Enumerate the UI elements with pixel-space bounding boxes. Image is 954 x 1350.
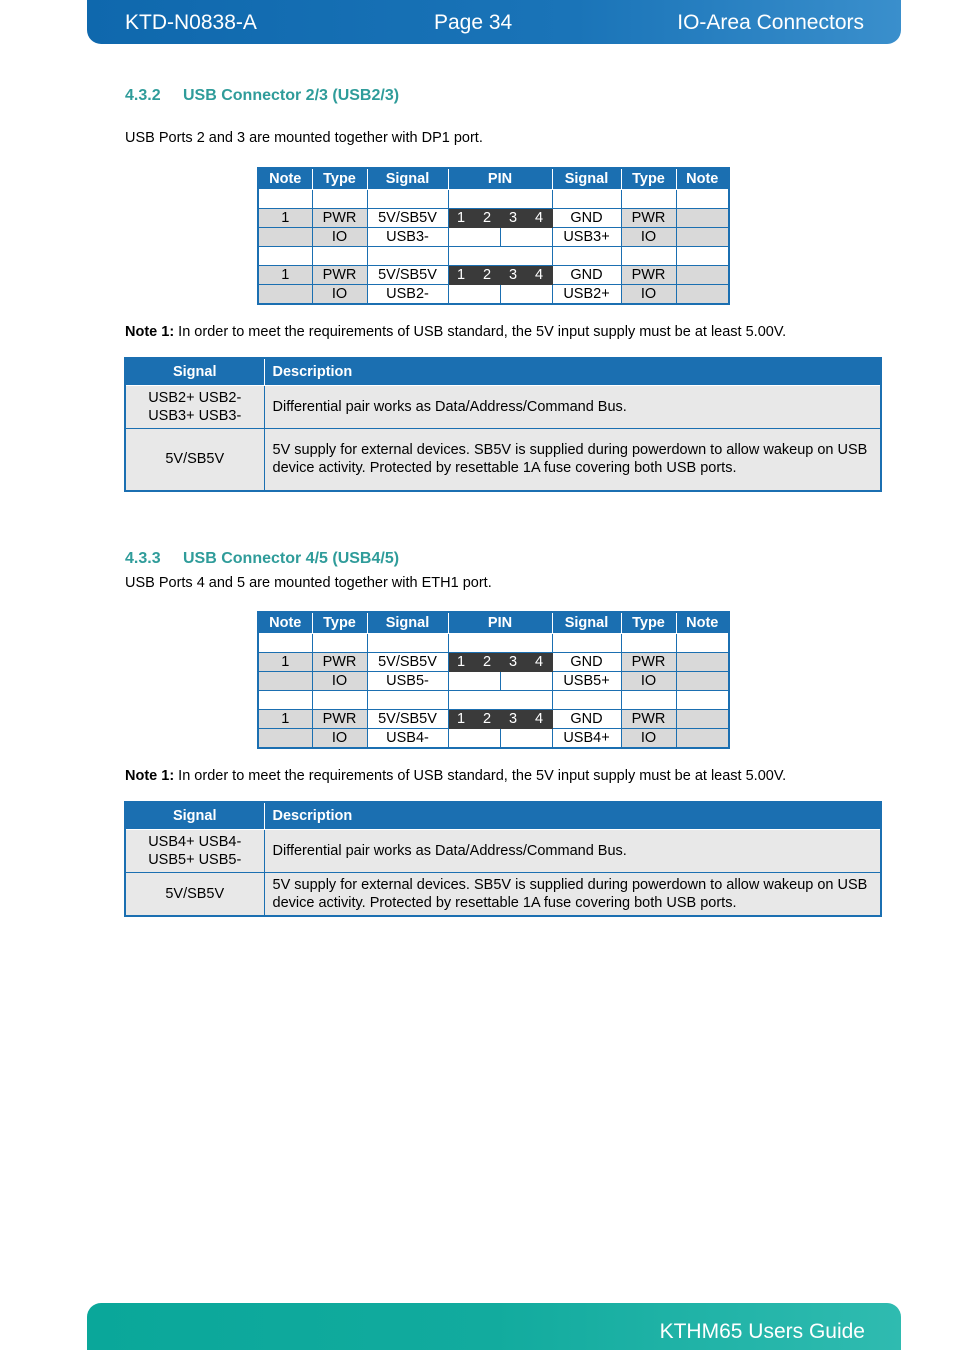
pin-4: 4 (526, 266, 552, 285)
table-row: 5V/SB5V 5V supply for external devices. SB5V is supplied during powerdown to allow wakeup on USB device activity. Protected by resettable 1A fuse covering both USB ports. (125, 873, 881, 916)
table-header (125, 802, 881, 830)
pin-2: 2 (474, 653, 500, 672)
table-row: IO USB4- USB4+ IO (258, 729, 729, 749)
section-title: USB Connector 4/5 (USB4/5) (183, 550, 400, 567)
table-row: IO USB3- USB3+ IO (258, 228, 729, 247)
col-signal: Signal (367, 168, 448, 190)
col-signal: Signal (552, 612, 621, 634)
col-signal: Signal (367, 612, 448, 634)
section-heading (125, 550, 399, 568)
table-row: IO USB5- USB5+ IO (258, 672, 729, 691)
col-type: Type (312, 612, 367, 634)
section-intro: USB Ports 2 and 3 are mounted together with DP1 port. (125, 130, 483, 146)
pin-4: 4 (526, 710, 552, 729)
table-row (258, 634, 729, 653)
table-row: 5V/SB5V 5V supply for external devices. SB5V is supplied during powerdown to allow wakeup on USB device activity. Protected by resettable 1A fuse covering both USB ports. (125, 429, 881, 491)
col-note: Note (676, 168, 729, 190)
note-text: In order to meet the requirements of USB standard, the 5V input supply must be at least 5.00V. (174, 324, 787, 340)
table-row: 1 PWR 5V/SB5V 1 2 3 4 GND PWR (258, 266, 729, 285)
col-signal: Signal (125, 802, 264, 830)
note (125, 324, 786, 340)
col-pin: PIN (448, 168, 552, 190)
pin-1: 1 (448, 266, 474, 285)
col-note: Note (258, 168, 312, 190)
pin-1: 1 (448, 710, 474, 729)
pin-3: 3 (500, 209, 526, 228)
col-note: Note (258, 612, 312, 634)
pin-2: 2 (474, 266, 500, 285)
table-row (258, 190, 729, 209)
pin-table-header (258, 168, 729, 190)
pin-3: 3 (500, 710, 526, 729)
pin-table-header (258, 612, 729, 634)
col-pin: PIN (448, 612, 552, 634)
doc-id: KTD-N0838-A (125, 11, 257, 34)
note-label: Note 1: (125, 768, 175, 784)
signal-description-table (124, 801, 882, 917)
table-row: 1 PWR 5V/SB5V 1 2 3 4 GND PWR (258, 710, 729, 729)
section-title: IO-Area Connectors (677, 11, 864, 34)
col-type: Type (621, 168, 676, 190)
col-signal: Signal (552, 168, 621, 190)
col-signal: Signal (125, 358, 264, 386)
page-footer (87, 1303, 901, 1350)
table-header (125, 358, 881, 386)
col-type: Type (312, 168, 367, 190)
col-description: Description (264, 802, 881, 830)
col-description: Description (264, 358, 881, 386)
page-header (87, 0, 901, 44)
pin-3: 3 (500, 266, 526, 285)
section-title: USB Connector 2/3 (USB2/3) (183, 87, 400, 104)
note-label: Note 1: (125, 324, 175, 340)
section-intro: USB Ports 4 and 5 are mounted together with ETH1 port. (125, 575, 492, 591)
section-number: 4.3.2 (125, 87, 161, 104)
pin-2: 2 (474, 710, 500, 729)
pin-3: 3 (500, 653, 526, 672)
pin-2: 2 (474, 209, 500, 228)
table-row: IO USB2- USB2+ IO (258, 285, 729, 305)
page-number: Page 34 (434, 11, 513, 34)
table-row (258, 691, 729, 710)
table-row: USB4+ USB4- USB5+ USB5- Differential pair works as Data/Address/Command Bus. (125, 830, 881, 873)
pin-4: 4 (526, 209, 552, 228)
signal-description-table (124, 357, 882, 492)
col-type: Type (621, 612, 676, 634)
note (125, 768, 786, 784)
section-heading (125, 87, 399, 105)
pin-table (257, 611, 730, 749)
pin-1: 1 (448, 653, 474, 672)
pin-1: 1 (448, 209, 474, 228)
col-note: Note (676, 612, 729, 634)
table-row: 1 PWR 5V/SB5V 1 2 3 4 GND PWR (258, 653, 729, 672)
note-text: In order to meet the requirements of USB standard, the 5V input supply must be at least 5.00V. (174, 768, 787, 784)
pin-table (257, 167, 730, 305)
table-row: USB2+ USB2- USB3+ USB3- Differential pair works as Data/Address/Command Bus. (125, 386, 881, 429)
section-number: 4.3.3 (125, 550, 161, 567)
table-row: 1 PWR 5V/SB5V 1 2 3 4 GND PWR (258, 209, 729, 228)
guide-title: KTHM65 Users Guide (659, 1320, 865, 1343)
table-row (258, 247, 729, 266)
pin-4: 4 (526, 653, 552, 672)
